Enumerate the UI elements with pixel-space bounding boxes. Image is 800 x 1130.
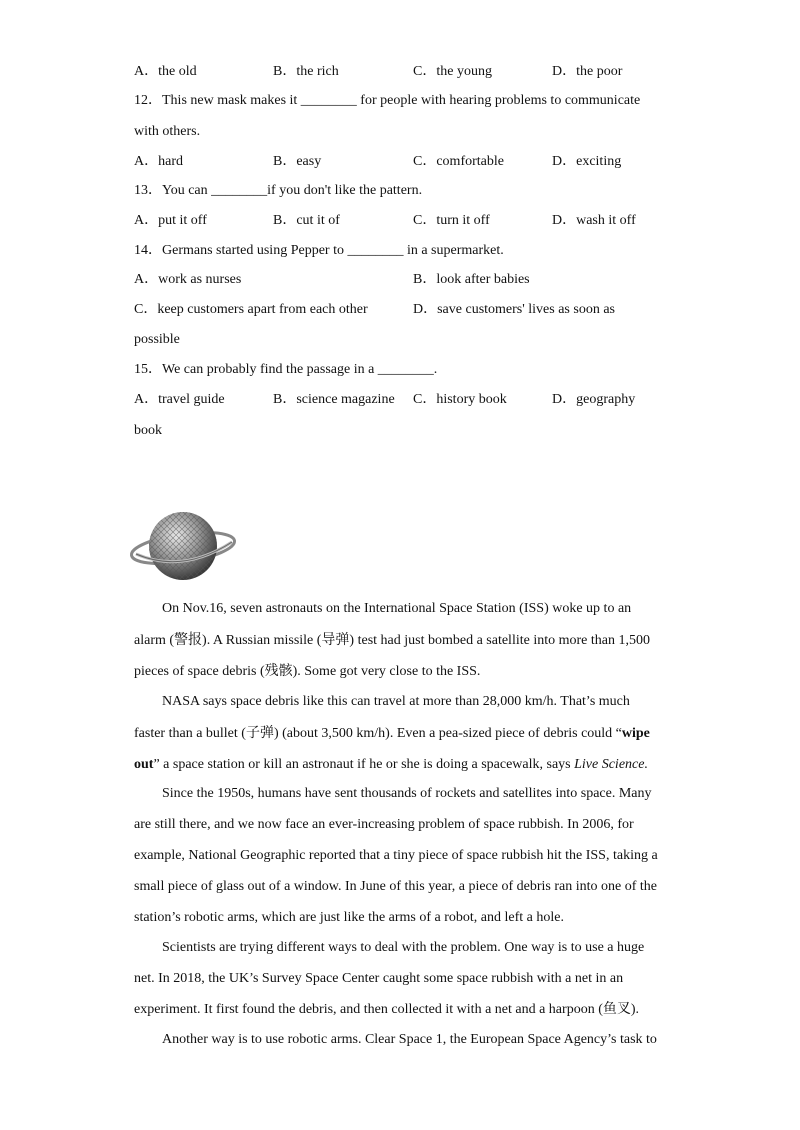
passage-p1-line3: pieces of space debris (残骸). Some got very close to the ISS. — [134, 664, 481, 679]
passage-p2-line1: NASA says space debris like this can travel at more than 28,000 km/h. That’s much — [162, 694, 630, 709]
passage-p4-line1: Scientists are trying different ways to deal with the problem. One way is to use a huge — [162, 940, 645, 955]
q11-option-d: D．the poor — [552, 64, 623, 79]
q15-option-d-cont: book — [134, 423, 162, 438]
passage-bold-wipe: wipe — [621, 726, 650, 741]
q11-option-b: B．the rich — [273, 64, 339, 79]
passage-p2-line2-text: faster than a bullet (子弹) (about 3,500 km/h). Even a pea-sized piece of debris could “ — [134, 726, 622, 741]
q15-option-b: B．science magazine — [273, 392, 395, 407]
q11-option-a: A．the old — [134, 64, 197, 79]
q12-option-d: D．exciting — [552, 154, 622, 169]
q12-stem-cont: with others. — [134, 124, 201, 139]
passage-p3-line4: small piece of glass out of a window. In June of this year, a piece of debris ran into one of the — [134, 879, 657, 894]
passage-p3-line2: are still there, and we now face an ever-increasing problem of space rubbish. In 2006, for — [134, 817, 634, 832]
q14-stem: 14．Germans started using Pepper to ________ in a supermarket. — [134, 243, 504, 258]
q14-option-d-cont: possible — [134, 332, 180, 347]
passage-p1-line2: alarm (警报). A Russian missile (导弹) test had just bombed a satellite into more than 1,500 — [134, 633, 650, 648]
passage-p4-line3: experiment. It first found the debris, and then collected it with a net and a harpoon (鱼叉). — [134, 1002, 640, 1017]
q13-option-a: A．put it off — [134, 213, 207, 228]
q15-option-c: C．history book — [413, 392, 507, 407]
q15-option-a: A．travel guide — [134, 392, 225, 407]
passage-p2-line3 — [134, 756, 648, 774]
passage-p2-line3-text: ” a space station or kill an astronaut if he or she is doing a spacewalk, says — [153, 757, 575, 772]
q14-option-b: B．look after babies — [413, 272, 530, 287]
q12-stem: 12．This new mask makes it ________ for people with hearing problems to communicate — [134, 93, 641, 108]
passage-p4-line2: net. In 2018, the UK’s Survey Space Center caught some space rubbish with a net in an — [134, 971, 624, 986]
q15-option-d: D．geography — [552, 392, 636, 407]
passage-p3-line3: example, National Geographic reported that a tiny piece of space rubbish hit the ISS, taking a — [134, 848, 658, 863]
q14-option-c: C．keep customers apart from each other — [134, 302, 368, 317]
q13-option-c: C．turn it off — [413, 213, 490, 228]
q12-option-a: A．hard — [134, 154, 183, 169]
q14-option-d: D．save customers' lives as soon as — [413, 302, 615, 317]
q13-option-d: D．wash it off — [552, 213, 636, 228]
q13-option-b: B．cut it of — [273, 213, 340, 228]
q12-option-b: B．easy — [273, 154, 322, 169]
q14-option-a: A．work as nurses — [134, 272, 242, 287]
passage-p3-line5: station’s robotic arms, which are just like the arms of a robot, and left a hole. — [134, 910, 564, 925]
planet-icon — [128, 508, 238, 588]
passage-p2-line2 — [134, 725, 650, 743]
q11-option-c: C．the young — [413, 64, 492, 79]
passage-bold-out: out — [134, 757, 154, 772]
passage-italic-source: Live Science. — [574, 757, 648, 772]
q15-stem: 15．We can probably find the passage in a ________. — [134, 362, 438, 377]
passage-p3-line1: Since the 1950s, humans have sent thousands of rockets and satellites into space. Many — [162, 786, 652, 801]
q13-stem: 13．You can ________if you don't like the pattern. — [134, 183, 423, 198]
passage-p1-line1: On Nov.16, seven astronauts on the International Space Station (ISS) woke up to an — [162, 601, 632, 616]
passage-p5-line1: Another way is to use robotic arms. Clear Space 1, the European Space Agency’s task to — [162, 1032, 657, 1047]
q12-option-c: C．comfortable — [413, 154, 504, 169]
